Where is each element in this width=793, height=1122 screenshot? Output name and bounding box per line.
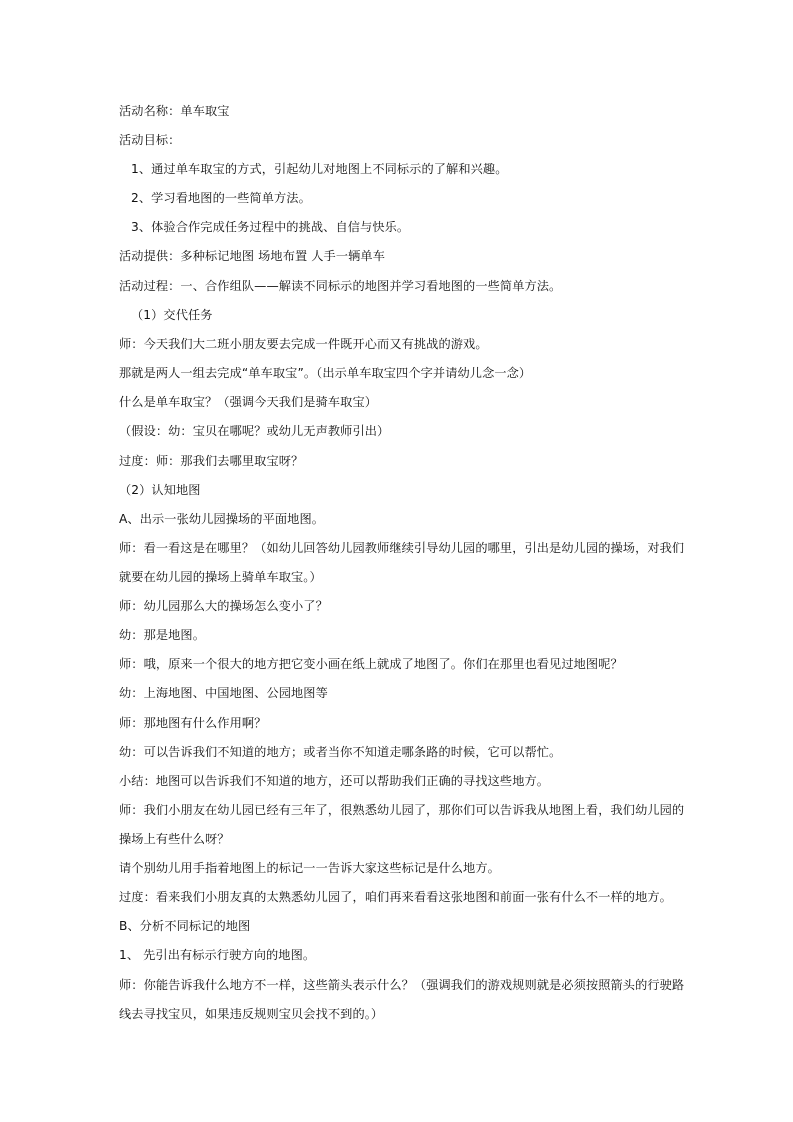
activity-process: 活动过程：一、合作组队——解读不同标示的地图并学习看地图的一些简单方法。 <box>119 279 562 293</box>
paragraph-line: 那就是两人一组去完成“单车取宝”。（出示单车取宝四个字并请幼儿念一念） <box>119 366 532 380</box>
activity-materials: 活动提供：多种标记地图 场地布置 人手一辆单车 <box>119 249 385 263</box>
paragraph-line: 过度：看来我们小朋友真的太熟悉幼儿园了，咱们再来看看这张地图和前面一张有什么不一样的地方。 <box>119 890 672 904</box>
paragraph-line: 请个别幼儿用手指着地图上的标记一一告诉大家这些标记是什么地方。 <box>119 861 500 875</box>
goal-item-3: 3、体验合作完成任务过程中的挑战、自信与快乐。 <box>131 220 410 234</box>
paragraph-line: 幼：那是地图。 <box>119 628 206 642</box>
goal-item-1: 1、通过单车取宝的方式，引起幼儿对地图上不同标示的了解和兴趣。 <box>131 162 508 176</box>
paragraph-line: 师：那地图有什么作用啊？ <box>119 716 267 730</box>
activity-goals-heading: 活动目标： <box>119 133 181 147</box>
paragraph-line: 幼：可以告诉我们不知道的地方；或者当你不知道走哪条路的时候，它可以帮忙。 <box>119 745 562 759</box>
section-heading-2: （2）认知地图 <box>119 483 201 497</box>
goal-item-2: 2、学习看地图的一些简单方法。 <box>131 191 311 205</box>
paragraph-line: 过度：师：那我们去哪里取宝呀？ <box>119 454 304 468</box>
paragraph-line: 师：幼儿园那么大的操场怎么变小了？ <box>119 599 328 613</box>
section-heading-b: B、分析不同标记的地图 <box>119 919 251 933</box>
paragraph-line: 师：你能告诉我什么地方不一样，这些箭头表示什么？（强调我们的游戏规则就是必须按照箭头的行驶路 <box>119 978 685 992</box>
paragraph-line: 师：看一看这是在哪里？（如幼儿回答幼儿园教师继续引导幼儿园的哪里，引出是幼儿园的操场，对我们 <box>119 541 685 555</box>
paragraph-line: A、出示一张幼儿园操场的平面地图。 <box>119 512 325 526</box>
paragraph-line: 操场上有些什么呀？ <box>119 832 230 846</box>
paragraph-line: 师：今天我们大二班小朋友要去完成一件既开心而又有挑战的游戏。 <box>119 337 488 351</box>
paragraph-line: 小结：地图可以告诉我们不知道的地方，还可以帮助我们正确的寻找这些地方。 <box>119 774 550 788</box>
activity-name: 活动名称：单车取宝 <box>119 104 230 118</box>
paragraph-line: 师：我们小朋友在幼儿园已经有三年了，很熟悉幼儿园了，那你们可以告诉我从地图上看，我们幼儿园的 <box>119 803 685 817</box>
list-item: 1、 先引出有标示行驶方向的地图。 <box>119 948 316 962</box>
paragraph-line: 师：哦，原来一个很大的地方把它变小画在纸上就成了地图了。你们在那里也看见过地图呢？ <box>119 657 623 671</box>
paragraph-line: 幼：上海地图、中国地图、公园地图等 <box>119 686 328 700</box>
paragraph-line: 就要在幼儿园的操场上骑单车取宝。） <box>119 570 322 584</box>
section-heading-1: （1）交代任务 <box>131 308 213 322</box>
paragraph-line: 线去寻找宝贝，如果违反规则宝贝会找不到的。） <box>119 1007 384 1021</box>
paragraph-line: （假设：幼：宝贝在哪呢？或幼儿无声教师引出） <box>119 424 390 438</box>
paragraph-line: 什么是单车取宝？（强调今天我们是骑车取宝） <box>119 395 378 409</box>
